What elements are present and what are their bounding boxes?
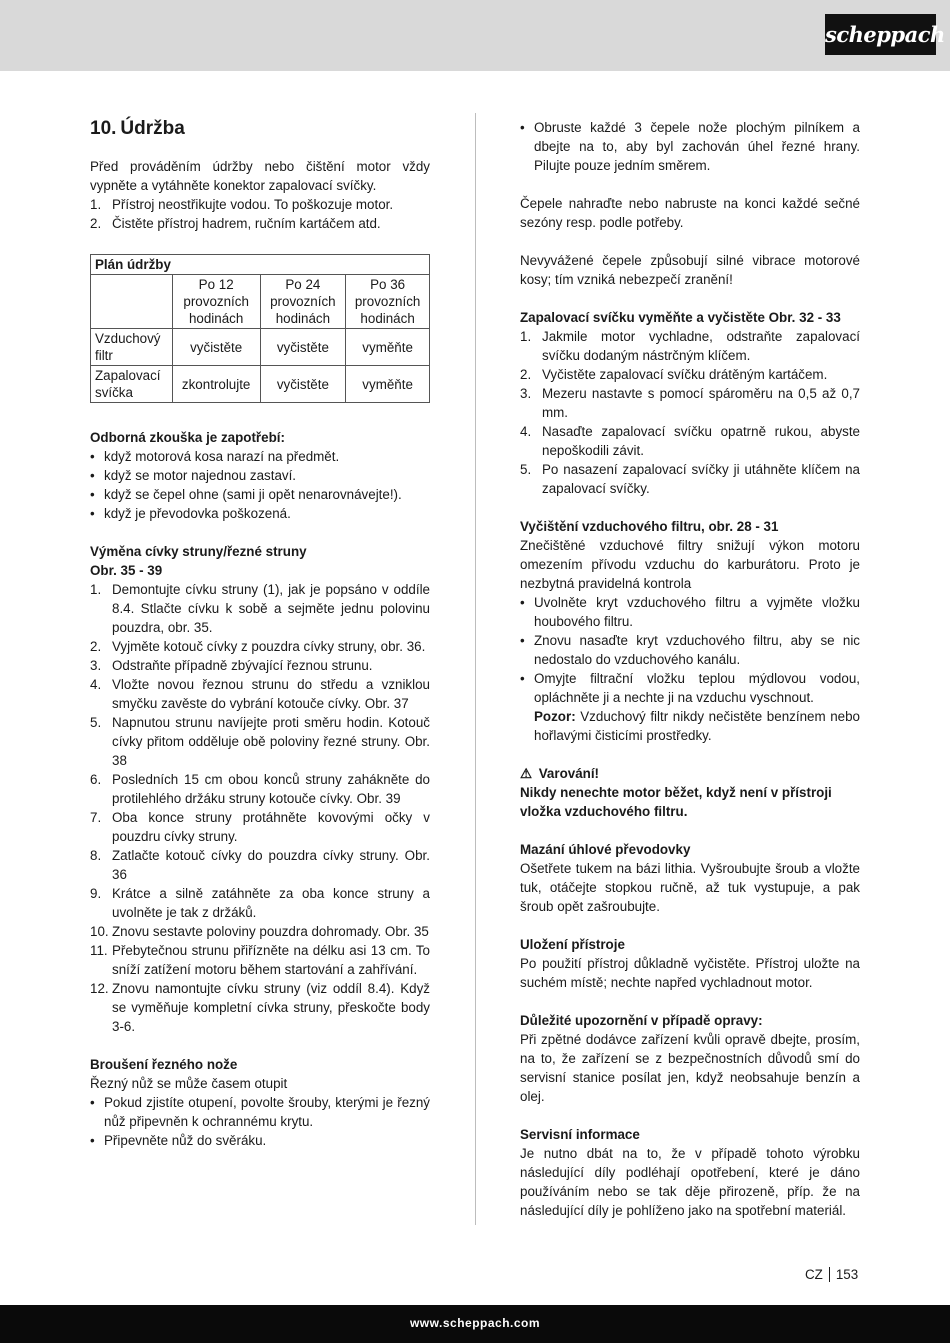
item-text: když se čepel ohne (sami ji opět nenarovnávejte!). <box>104 487 402 502</box>
item-text: Znovu nasaďte kryt vzduchového filtru, aby se nic nedostalo do vzduchového kanálu. <box>534 633 860 667</box>
item-text: Uvolněte kryt vzduchového filtru a vyjměte vložku houbového filtru. <box>534 595 860 629</box>
item-text: Napnutou strunu navíjejte proti směru hodin. Kotouč cívky přitom odděluje obě poloviny řezné struny. Obr. 38 <box>112 715 430 768</box>
unbalanced-text: Nevyvážené čepele způsobují silné vibrace motorové kosy; tím vzniká nebezpečí zranění! <box>520 253 860 287</box>
intro-list <box>90 195 430 233</box>
item-text: když je převodovka poškozená. <box>104 506 291 521</box>
right-column <box>520 118 860 1220</box>
sharpen-continued-list <box>520 118 860 175</box>
filter-heading: Vyčištění vzduchového filtru, obr. 28 - 31 <box>520 519 779 534</box>
list-item <box>90 1093 430 1131</box>
item-text: Krátce a silně zatáhněte za oba konce struny a uvolněte je tak z držáků. <box>112 886 430 920</box>
item-marker: 1. <box>90 582 102 597</box>
bullet: • <box>520 120 525 135</box>
table-row <box>91 366 430 403</box>
list-item <box>90 637 430 656</box>
page-number <box>805 1265 858 1284</box>
item-text: Připevněte nůž do svěráku. <box>104 1133 267 1148</box>
footer-url: www.scheppach.com <box>409 1316 541 1330</box>
section-number: 10. <box>90 118 117 139</box>
table-header-cell: Po 24 provozních hodinách <box>260 275 346 329</box>
list-item <box>520 327 860 365</box>
item-text: Demontujte cívku struny (1), jak je popsáno v oddíle 8.4. Stlačte cívku k sobě a sejměte jednu polovinu pouzdra, obr. 35. <box>112 582 430 635</box>
page-number-separator <box>829 1267 830 1282</box>
item-marker: 8. <box>90 848 102 863</box>
list-item <box>90 485 430 504</box>
list-item <box>520 593 860 631</box>
item-text: Jakmile motor vychladne, odstraňte zapalovací svíčku dodaným nástrčným klíčem. <box>542 329 860 363</box>
item-marker: 10. <box>90 924 109 939</box>
item-text: Znovu sestavte poloviny pouzdra dohromady. Obr. 35 <box>112 924 429 939</box>
inspection-heading: Odborná zkouška je zapotřebí: <box>90 430 285 445</box>
inspection-list <box>90 447 430 523</box>
item-text: Po nasazení zapalovací svíčky ji utáhněte klíčem na zapalovací svíčky. <box>542 462 860 496</box>
item-text: Vložte novou řeznou strunu do středu a vzniklou smyčku zavěste do vybrání kotouče cívky. Obr. 37 <box>112 677 430 711</box>
item-marker: 4. <box>90 677 102 692</box>
spark-heading: Zapalovací svíčku vyměňte a vyčistěte Obr. 32 - 33 <box>520 310 841 325</box>
list-item <box>90 941 430 979</box>
column-divider <box>475 113 476 1225</box>
list-item <box>520 669 860 707</box>
list-item <box>520 460 860 498</box>
intro-text: Před prováděním údržby nebo čištění motor vždy vypněte a vytáhněte konektor zapalovací svíčky. <box>90 159 430 193</box>
service-text: Je nutno dbát na to, že v případě tohoto výrobku následující díly podléhají opotřebení, které je dáno používáním nebo se tak děje přirozeně, příp. že na následující díly je pohlíženo jako na spotřební materiál. <box>520 1146 860 1218</box>
list-item <box>90 979 430 1036</box>
bullet: • <box>520 595 525 610</box>
item-text: Čistěte přístroj hadrem, ručním kartáčem atd. <box>112 216 381 231</box>
item-text: Přístroj neostřikujte vodou. To poškozuje motor. <box>112 197 394 212</box>
list-item <box>90 1131 430 1150</box>
list-item <box>90 580 430 637</box>
table-cell: vyměňte <box>346 329 430 366</box>
table-row <box>91 329 430 366</box>
bullet: • <box>90 1095 95 1110</box>
item-text: Omyjte filtrační vložku teplou mýdlovou vodou, opláchněte ji a nechte ji na vzduchu vyschnout. <box>534 671 860 705</box>
list-item <box>520 631 860 669</box>
row-label: Vzduchový filtr <box>91 329 173 366</box>
bullet: • <box>90 468 95 483</box>
page-number-value: 153 <box>835 1267 859 1282</box>
list-item <box>90 675 430 713</box>
spool-heading-figures: Obr. 35 - 39 <box>90 563 163 578</box>
language-code: CZ <box>805 1267 823 1282</box>
spool-heading: Výměna cívky struny/řezné struny <box>90 544 307 559</box>
bullet: • <box>90 506 95 521</box>
list-item <box>520 365 860 384</box>
item-text: Zatlačte kotouč cívky do pouzdra cívky struny. Obr. 36 <box>112 848 430 882</box>
table-cell: zkontrolujte <box>172 366 260 403</box>
item-text: Znovu namontujte cívku struny (viz oddíl 8.4). Když se vyměňuje kompletní cívka struny, přeskočte body 3-6. <box>112 981 430 1034</box>
caution-text: Vzduchový filtr nikdy nečistěte benzínem nebo hořlavými čisticími prostředky. <box>534 709 860 743</box>
list-item <box>520 422 860 460</box>
scheppach-logo: scheppach <box>825 14 936 55</box>
list-item <box>90 195 430 214</box>
sharpen-text: Řezný nůž se může časem otupit <box>90 1076 288 1091</box>
table-header-cell: Po 36 provozních hodinách <box>346 275 430 329</box>
list-item <box>90 884 430 922</box>
footer-bar <box>0 1305 950 1343</box>
list-item <box>90 466 430 485</box>
row-label: Zapalovací svíčka <box>91 366 173 403</box>
left-column <box>90 118 430 1150</box>
warning-text: Nikdy nenechte motor běžet, když není v přístroji vložka vzduchového filtru. <box>520 785 832 819</box>
section-title-text: Údržba <box>120 118 185 139</box>
item-marker: 5. <box>520 462 532 477</box>
bullet: • <box>520 671 525 686</box>
list-item <box>90 922 430 941</box>
item-marker: 3. <box>90 658 102 673</box>
caution-note <box>520 707 860 745</box>
table-cell: vyčistěte <box>260 329 346 366</box>
service-heading: Servisní informace <box>520 1127 640 1142</box>
item-marker: 1. <box>520 329 532 344</box>
item-text: když se motor najednou zastaví. <box>104 468 297 483</box>
bullet: • <box>520 633 525 648</box>
repair-heading: Důležité upozornění v případě opravy: <box>520 1013 763 1028</box>
header-bar <box>0 0 950 71</box>
item-marker: 7. <box>90 810 102 825</box>
item-marker: 6. <box>90 772 102 787</box>
item-text: Mezeru nastavte s pomocí spároměru na 0,5 až 0,7 mm. <box>542 386 860 420</box>
list-item <box>90 214 430 233</box>
filter-list <box>520 593 860 745</box>
item-text: Oba konce struny protáhněte kovovými očky v pouzdru cívky struny. <box>112 810 430 844</box>
item-marker: 5. <box>90 715 102 730</box>
list-item <box>90 808 430 846</box>
item-marker: 2. <box>520 367 532 382</box>
spark-steps-list <box>520 327 860 498</box>
item-marker: 12. <box>90 981 109 996</box>
blades-text: Čepele nahraďte nebo nabruste na konci každé sečné sezóny resp. podle potřeby. <box>520 196 860 230</box>
list-item <box>90 770 430 808</box>
item-marker: 2. <box>90 639 102 654</box>
gear-text: Ošetřete tukem na bázi lithia. Vyšroubujte šroub a vložte tuk, otáčejte stopkou ručně, až tuk vystupuje, a pak šroub opět zašroubujte. <box>520 861 860 914</box>
list-item <box>90 504 430 523</box>
item-text: Vyjměte kotouč cívky z pouzdra cívky struny, obr. 36. <box>112 639 426 654</box>
storage-text: Po použití přístroj důkladně vyčistěte. Přístroj uložte na suchém místě; nechte napřed vychladnout motor. <box>520 956 860 990</box>
sharpen-heading: Broušení řezného nože <box>90 1057 238 1072</box>
table-corner-cell <box>91 275 173 329</box>
item-text: Vyčistěte zapalovací svíčku drátěným kartáčem. <box>542 367 828 382</box>
list-item <box>520 384 860 422</box>
item-text: Nasaďte zapalovací svíčku opatrně rukou, abyste nepoškodili závit. <box>542 424 860 458</box>
table-title: Plán údržby <box>91 255 430 275</box>
item-marker: 3. <box>520 386 532 401</box>
item-text: Přebytečnou strunu přiřízněte na délku asi 13 cm. To sníží zatížení motoru během startování a zahřívání. <box>112 943 430 977</box>
list-item <box>90 713 430 770</box>
list-item <box>90 846 430 884</box>
table-header-cell: Po 12 provozních hodinách <box>172 275 260 329</box>
item-marker: 4. <box>520 424 532 439</box>
list-item <box>90 656 430 675</box>
item-marker: 2. <box>90 216 102 231</box>
item-text: Pokud zjistíte otupení, povolte šrouby, kterými je řezný nůž připevněn k ochrannému krytu. <box>104 1095 430 1129</box>
bullet: • <box>90 1133 95 1148</box>
list-item <box>520 118 860 175</box>
item-marker: 11. <box>90 943 108 958</box>
storage-heading: Uložení přístroje <box>520 937 625 952</box>
caution-label: Pozor: <box>534 709 576 724</box>
list-item <box>90 447 430 466</box>
item-text: Obruste každé 3 čepele nože plochým pilníkem a dbejte na to, aby byl zachován úhel řezné hrany. Pilujte pouze jedním směrem. <box>534 120 860 173</box>
bullet: • <box>90 487 95 502</box>
item-text: Odstraňte případně zbývající řeznou strunu. <box>112 658 373 673</box>
item-marker: 9. <box>90 886 102 901</box>
filter-text: Znečištěné vzduchové filtry snižují výkon motoru omezením přívodu vzduchu do karburátoru. Proto je nezbytná pravidelná kontrola <box>520 538 860 591</box>
sharpen-list <box>90 1093 430 1150</box>
warning-triangle-icon: ⚠ <box>520 766 533 781</box>
warning-heading <box>520 764 860 783</box>
gear-heading: Mazání úhlové převodovky <box>520 842 691 857</box>
item-marker: 1. <box>90 197 102 212</box>
item-text: když motorová kosa narazí na předmět. <box>104 449 340 464</box>
spool-steps-list <box>90 580 430 1036</box>
warning-heading-text: Varování! <box>538 766 600 781</box>
maintenance-table <box>90 254 430 403</box>
section-title <box>90 118 430 140</box>
table-cell: vyčistěte <box>260 366 346 403</box>
table-cell: vyměňte <box>346 366 430 403</box>
repair-text: Při zpětné dodávce zařízení kvůli opravě dbejte, prosím, na to, že zařízení se z bezpečnostních důvodů smí do servisní stanice posílat jen, když neobsahuje benzín a olej. <box>520 1032 860 1104</box>
item-text: Posledních 15 cm obou konců struny zahákněte do protilehlého držáku struny kotouče cívky. Obr. 39 <box>112 772 430 806</box>
table-cell: vyčistěte <box>172 329 260 366</box>
bullet: • <box>90 449 95 464</box>
